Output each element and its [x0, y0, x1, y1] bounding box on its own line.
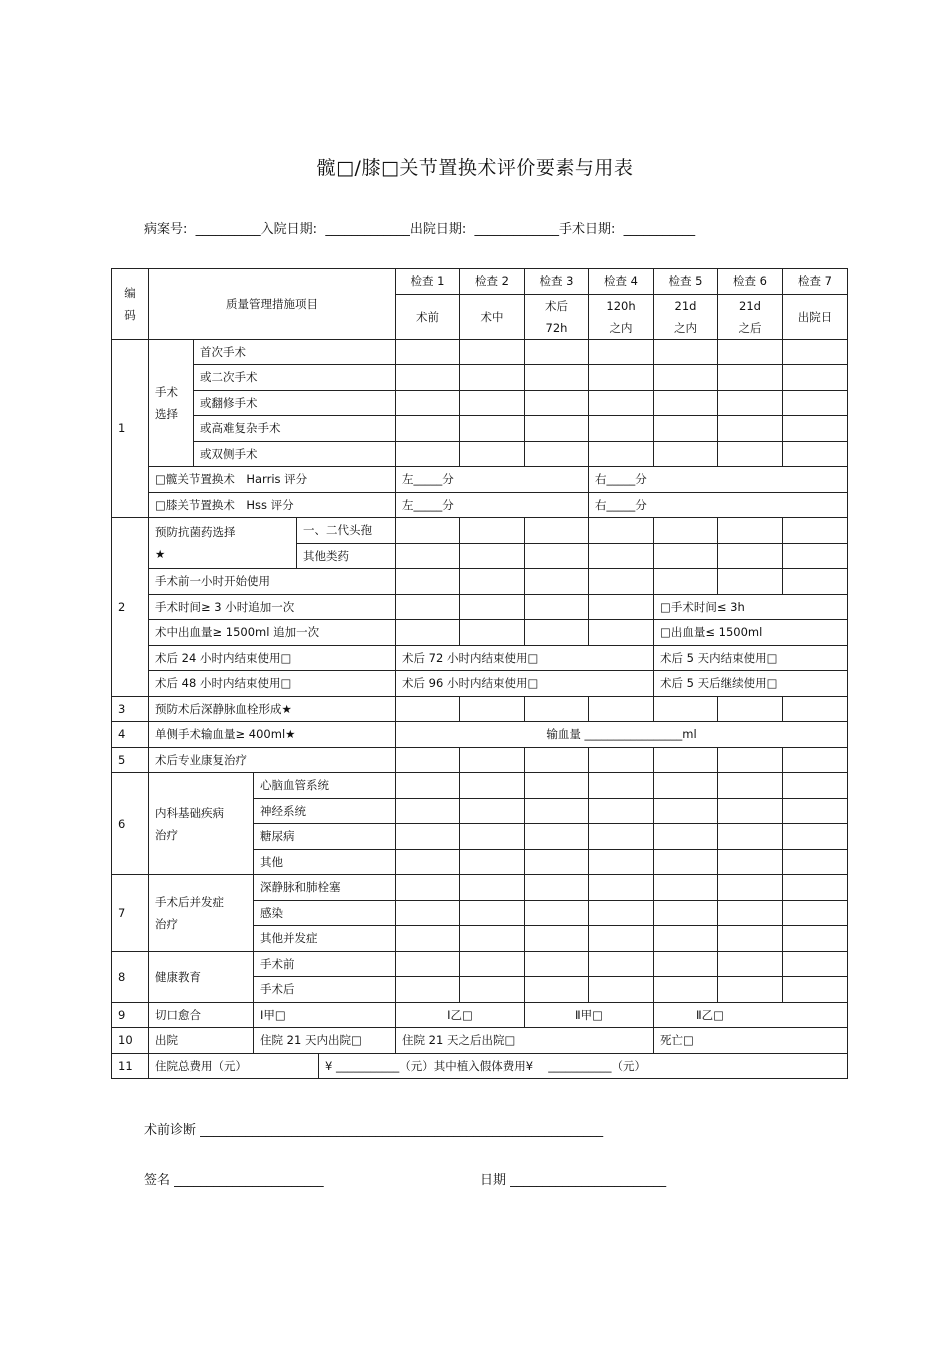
row-label: 手术后 [254, 977, 396, 1003]
table-row [112, 722, 848, 748]
page-title: 髋□/膝□关节置换术评价要素与用表 [316, 157, 634, 179]
surgery-date-label: 手术日期: [558, 222, 616, 237]
row-label: 术后专业康复治疗 [149, 747, 396, 773]
table-row [112, 773, 848, 799]
row-code: 8 [112, 951, 149, 1002]
table-row [112, 1028, 848, 1054]
end-5d-checkbox[interactable]: 术后 5 天内结束使用□ [654, 645, 848, 671]
header-check-4: 检查 4 [589, 269, 654, 295]
row-code: 9 [112, 1002, 149, 1028]
header-time-2: 术中 [460, 294, 525, 339]
table-row [112, 696, 848, 722]
row-group: 预防抗菌药选择★ [149, 518, 297, 569]
date-field[interactable]: 日期 ________________________ [480, 1173, 667, 1188]
row-code: 10 [112, 1028, 149, 1054]
row-label: 住院总费用（元） [149, 1053, 319, 1079]
row-label: 其他 [254, 849, 396, 875]
knee-right-score[interactable]: 右_____分 [589, 492, 848, 518]
healing-1b-checkbox[interactable]: Ⅰ乙□ [396, 1002, 525, 1028]
table-row [112, 620, 848, 646]
row-group: 内科基础疾病治疗 [149, 773, 254, 875]
discharge-after-21d-checkbox[interactable]: 住院 21 天之后出院□ [396, 1028, 654, 1054]
row-label: 或翻修手术 [194, 390, 396, 416]
header-time-7: 出院日 [783, 294, 848, 339]
end-72h-checkbox[interactable]: 术后 72 小时内结束使用□ [396, 645, 654, 671]
table-row [112, 467, 848, 493]
row-group: 手术选择 [149, 339, 194, 467]
row-code: 6 [112, 773, 149, 875]
header-time-1: 术前 [396, 294, 460, 339]
admit-date-field[interactable]: _____________ [325, 222, 410, 237]
header-check-6: 检查 6 [718, 269, 783, 295]
table-row [112, 747, 848, 773]
continue-5d-checkbox[interactable]: 术后 5 天后继续使用□ [654, 671, 848, 697]
header-code: 编码 [112, 269, 149, 340]
row-label: 感染 [254, 900, 396, 926]
row-label: 或双侧手术 [194, 441, 396, 467]
table-row [112, 441, 848, 467]
row-label: 单侧手术输血量≥ 400ml★ [149, 722, 396, 748]
case-no-label: 病案号: [144, 222, 188, 237]
table-row [112, 492, 848, 518]
header-time-5: 21d之内 [654, 294, 718, 339]
hip-score-label[interactable]: □髋关节置换术 Harris 评分 [149, 467, 396, 493]
signature-field[interactable]: 签名 _______________________ [144, 1173, 324, 1188]
table-row [112, 365, 848, 391]
row-label: 首次手术 [194, 339, 396, 365]
table-row [112, 1053, 848, 1079]
row-code: 2 [112, 518, 149, 697]
header-time-3: 术后72h [525, 294, 589, 339]
row-label: 深静脉和肺栓塞 [254, 875, 396, 901]
healing-2b-checkbox[interactable]: Ⅱ乙□ [654, 1002, 848, 1028]
header-item: 质量管理措施项目 [149, 269, 396, 340]
knee-left-score[interactable]: 左_____分 [396, 492, 589, 518]
transfusion-volume-field[interactable]: 输血量 _________________ml [396, 722, 848, 748]
row-label: 或二次手术 [194, 365, 396, 391]
row-group: 健康教育 [149, 951, 254, 1002]
row-label: 糖尿病 [254, 824, 396, 850]
header-fields [144, 218, 695, 237]
header-time-4: 120h之内 [589, 294, 654, 339]
header-check-2: 检查 2 [460, 269, 525, 295]
header-check-7: 检查 7 [783, 269, 848, 295]
table-row [112, 518, 848, 544]
surgery-date-field[interactable]: ___________ [623, 222, 696, 237]
discharge-date-label: 出院日期: [409, 222, 467, 237]
table-row [112, 416, 848, 442]
row-label: 神经系统 [254, 798, 396, 824]
table-row [112, 671, 848, 697]
header-time-6: 21d之后 [718, 294, 783, 339]
blood-loss-checkbox[interactable]: □出血量≤ 1500ml [654, 620, 848, 646]
case-no-field[interactable]: __________ [195, 222, 261, 237]
header-check-5: 检查 5 [654, 269, 718, 295]
admit-date-label: 入院日期: [260, 222, 318, 237]
row-label: 其他并发症 [254, 926, 396, 952]
healing-2a-checkbox[interactable]: Ⅱ甲□ [525, 1002, 654, 1028]
table-row [112, 594, 848, 620]
row-label: 手术前 [254, 951, 396, 977]
row-label: 术中出血量≥ 1500ml 追加一次 [149, 620, 396, 646]
end-48h-checkbox[interactable]: 术后 48 小时内结束使用□ [149, 671, 396, 697]
evaluation-table [111, 268, 848, 1079]
table-row [112, 645, 848, 671]
death-checkbox[interactable]: 死亡□ [654, 1028, 848, 1054]
end-96h-checkbox[interactable]: 术后 96 小时内结束使用□ [396, 671, 654, 697]
healing-1a-checkbox[interactable]: Ⅰ甲□ [254, 1002, 396, 1028]
preop-diagnosis-field[interactable]: 术前诊断 ______________________________________________________________ [144, 1123, 604, 1138]
row-label: 预防术后深静脉血栓形成★ [149, 696, 396, 722]
table-row [112, 569, 848, 595]
row-code: 5 [112, 747, 149, 773]
table-row [112, 1002, 848, 1028]
table-row [112, 875, 848, 901]
hip-right-score[interactable]: 右_____分 [589, 467, 848, 493]
row-label: 手术时间≥ 3 小时追加一次 [149, 594, 396, 620]
row-code: 4 [112, 722, 149, 748]
table-row [112, 339, 848, 365]
row-label: 其他类药 [297, 543, 396, 569]
row-label: 出院 [149, 1028, 254, 1054]
end-24h-checkbox[interactable]: 术后 24 小时内结束使用□ [149, 645, 396, 671]
discharge-date-field[interactable]: _____________ [474, 222, 559, 237]
row-code: 3 [112, 696, 149, 722]
row-label: 或高难复杂手术 [194, 416, 396, 442]
row-group: 手术后并发症治疗 [149, 875, 254, 952]
table-row [112, 390, 848, 416]
row-code: 1 [112, 339, 149, 518]
row-code: 11 [112, 1053, 149, 1079]
surgery-time-checkbox[interactable]: □手术时间≤ 3h [654, 594, 848, 620]
row-label: 一、二代头孢 [297, 518, 396, 544]
discharge-21d-checkbox[interactable]: 住院 21 天内出院□ [254, 1028, 396, 1054]
table-row [112, 951, 848, 977]
row-label: 切口愈合 [149, 1002, 254, 1028]
row-label: 心脑血管系统 [254, 773, 396, 799]
header-check-1: 检查 1 [396, 269, 460, 295]
row-label: 手术前一小时开始使用 [149, 569, 396, 595]
header-check-3: 检查 3 [525, 269, 589, 295]
knee-score-label[interactable]: □膝关节置换术 Hss 评分 [149, 492, 396, 518]
row-code: 7 [112, 875, 149, 952]
total-cost-field[interactable]: ¥ ___________（元）其中植入假体费用¥ ___________（元） [319, 1053, 848, 1079]
hip-left-score[interactable]: 左_____分 [396, 467, 589, 493]
